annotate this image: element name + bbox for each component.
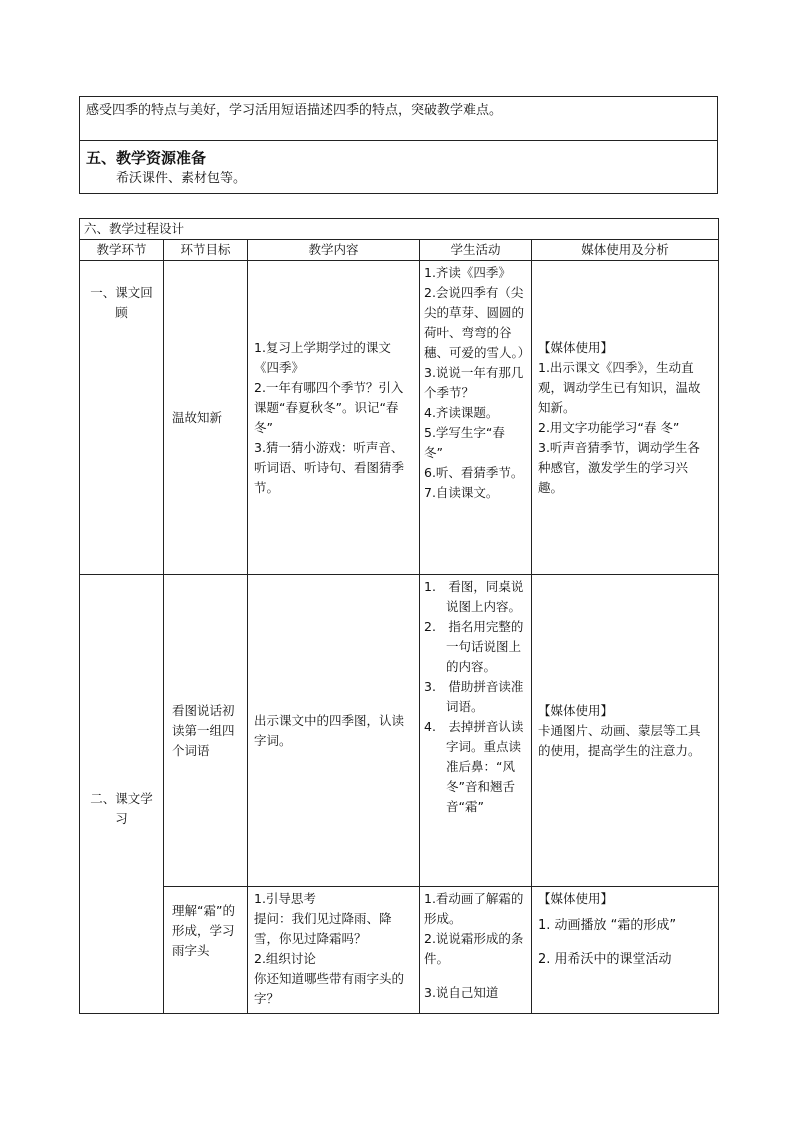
- content-review: [248, 334, 419, 502]
- stage-learning: 二、课文学习: [90, 791, 153, 826]
- content-item: 3.猜一猜小游戏：听声音、听词语、听诗句、看图猜季节。: [254, 439, 405, 495]
- content-item: 2.一年有哪四个季节？引入课题“春夏秋冬”。识记“春 冬”: [254, 379, 404, 435]
- content-item: 1.复习上学期学过的课文《四季》: [254, 339, 391, 375]
- difficulty-text: 感受四季的特点与美好，学习活用短语描述四季的特点，突破教学难点。: [86, 103, 503, 118]
- media-item: 卡通图片、动画、蒙层等工具的使用，提高学生的注意力。: [538, 722, 701, 758]
- activities-frost: [420, 887, 531, 1005]
- activity-item: 3.说自己知道: [424, 985, 499, 1000]
- goal-frost: 理解“霜”的形成，学习雨字头: [172, 903, 235, 958]
- media-item: 1. 动画播放 “霜的形成”: [538, 918, 677, 933]
- activity-item: 5.学写生字“春 冬”: [424, 425, 505, 460]
- activity-item: 7.自读课文。: [424, 485, 499, 500]
- activity-item: 1.看动画了解霜的形成。: [424, 891, 524, 926]
- media-item: 2. 用希沃中的课堂活动: [538, 952, 672, 967]
- media-label: 【媒体使用】: [538, 339, 614, 355]
- activity-item: 1. 看图，同桌说说图上内容。: [424, 579, 524, 614]
- activities-picture-talk: [420, 575, 531, 819]
- content-item: 1.引导思考: [254, 891, 316, 906]
- header-row: [80, 240, 719, 261]
- activity-item: 2.会说四季有（尖尖的草芽、圆圆的荷叶、弯弯的谷穗、可爱的雪人。）: [424, 285, 531, 360]
- content-item: 2.组织讨论: [254, 951, 316, 966]
- header-stage: 教学环节: [80, 240, 164, 261]
- header-goal: 环节目标: [164, 240, 248, 261]
- media-item: 3.听声音猜季节，调动学生各种感官，激发学生的学习兴趣。: [538, 439, 700, 495]
- process-title: 六、教学过程设计: [80, 219, 719, 240]
- goal-picture-talk: 看图说话初读第一组四个词语: [172, 702, 235, 758]
- goal-review: 温故知新: [172, 409, 223, 425]
- resources-heading: 五、教学资源准备: [86, 149, 207, 167]
- activity-item: 2.说说霜形成的条件。: [424, 931, 524, 966]
- activity-item: 3.说说一年有那几个季节？: [424, 365, 524, 400]
- activity-item: 6.听、看猜季节。: [424, 465, 524, 480]
- divider: [80, 140, 717, 141]
- media-picture-talk: [532, 697, 718, 765]
- media-item: 1.出示课文《四季》，生动直观，调动学生已有知识，温故知新。: [538, 359, 701, 415]
- stage-review: 一、课文回顾: [90, 285, 153, 320]
- media-item: 2.用文字功能学习“春 冬”: [538, 419, 680, 435]
- process-table: [79, 218, 719, 1014]
- resources-text: 希沃课件、素材包等。: [116, 171, 247, 186]
- content-frost: [248, 887, 419, 1013]
- activity-item: 2. 指名用完整的一句话说图上的内容。: [424, 619, 524, 674]
- table-row: [80, 575, 719, 887]
- activity-item: 3. 借助拼音读准词语。: [424, 679, 524, 714]
- activity-item: 4.齐读课题。: [424, 405, 499, 420]
- activity-item: 1.齐读《四季》: [424, 265, 511, 280]
- content-item: 你还知道哪些带有雨字头的字？: [254, 971, 405, 1006]
- table-row: [80, 261, 719, 575]
- media-label: 【媒体使用】: [538, 891, 614, 906]
- content-picture-talk: 出示课文中的四季图，认读字词。: [254, 712, 405, 748]
- header-activities: 学生活动: [420, 240, 532, 261]
- table-row: [80, 887, 719, 1014]
- media-frost: [532, 887, 718, 981]
- header-media: 媒体使用及分析: [532, 240, 719, 261]
- media-review: [532, 334, 718, 502]
- header-content: 教学内容: [248, 240, 420, 261]
- activity-item: 4. 去掉拼音认读字词。重点读准后鼻：“风冬”音和翘舌音“霜”: [424, 719, 524, 814]
- resources-box: [79, 96, 718, 194]
- media-label: 【媒体使用】: [538, 702, 614, 718]
- activities-review: [420, 261, 531, 505]
- content-item: 提问：我们见过降雨、降雪，你见过降霜吗？: [254, 911, 392, 946]
